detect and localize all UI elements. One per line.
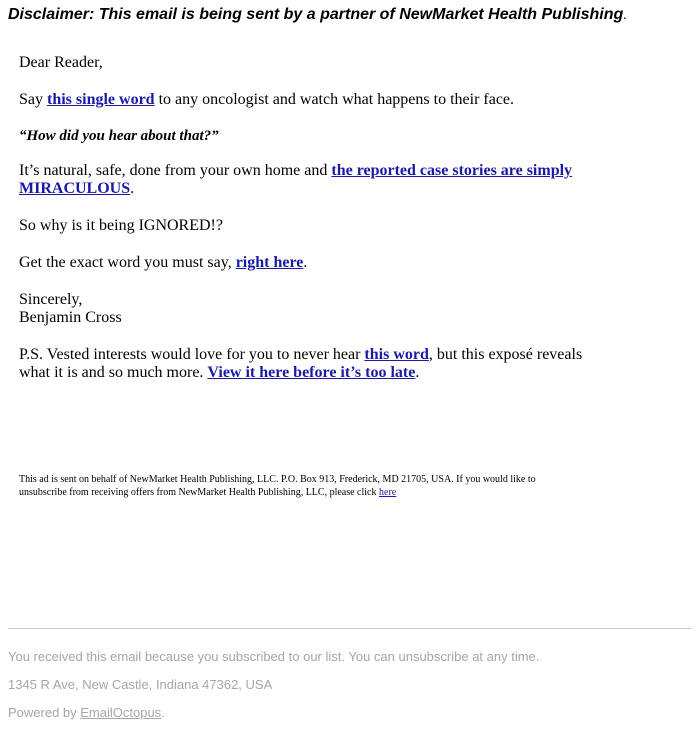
- signature: Benjamin Cross: [19, 309, 122, 326]
- p2-text-after: .: [130, 180, 135, 197]
- paragraph-natural-line1: [19, 162, 572, 180]
- paragraph-exact-word: [19, 254, 307, 272]
- quote: “How did you hear about that?”: [19, 128, 219, 144]
- footer-powered-by: [8, 705, 165, 720]
- paragraph-ignored: So why is it being IGNORED!?: [19, 217, 223, 234]
- unsubscribe-here-link[interactable]: here: [379, 487, 397, 498]
- footer-divider: [8, 628, 692, 629]
- disclaimer-heading: [8, 6, 628, 24]
- ad-notice-line2: [19, 486, 536, 499]
- single-word-link[interactable]: this single word: [47, 91, 155, 108]
- this-word-link[interactable]: this word: [364, 346, 429, 363]
- emailoctopus-link[interactable]: EmailOctopus: [80, 705, 162, 720]
- p4-text-before: Get the exact word you must say,: [19, 254, 236, 271]
- ad-notice-line1: This ad is sent on behalf of NewMarket Health Publishing, LLC. P.O. Box 913, Frederick, MD 21705, USA. If you would like to: [19, 474, 536, 485]
- ps2-text-before: what it is and so much more.: [19, 364, 208, 381]
- ps2-text-after: .: [415, 364, 420, 381]
- p4-text-after: .: [303, 254, 308, 271]
- p1-text-after: to any oncologist and watch what happens to their face.: [154, 91, 515, 108]
- ps-text-after: , but this exposé reveals: [428, 346, 583, 363]
- p2-text-before: It’s natural, safe, done from your own home and: [19, 162, 332, 179]
- case-stories-link-line2[interactable]: MIRACULOUS: [19, 180, 131, 197]
- ps-line2: [19, 364, 419, 382]
- paragraph-single-word: [19, 91, 514, 109]
- paragraph-natural-line2: [19, 180, 134, 198]
- disclaimer-period: .: [623, 6, 628, 23]
- footer-address: 1345 R Ave, New Castle, Indiana 47362, USA: [8, 677, 273, 692]
- greeting: Dear Reader,: [19, 54, 103, 71]
- closing: Sincerely,: [19, 291, 83, 308]
- ps-text-before: P.S. Vested interests would love for you to never hear: [19, 346, 365, 363]
- view-it-here-link[interactable]: View it here before it’s too late: [207, 364, 416, 381]
- powered-by-prefix: Powered by: [8, 705, 81, 720]
- case-stories-link-line1[interactable]: the reported case stories are simply: [331, 162, 573, 179]
- p1-text-before: Say: [19, 91, 47, 108]
- disclaimer-text: Disclaimer: This email is being sent by a partner of NewMarket Health Publishing: [8, 6, 624, 23]
- footer-subscribed-text: You received this email because you subscribed to our list. You can unsubscribe at any time.: [8, 649, 540, 664]
- ad-notice: [19, 473, 536, 499]
- ad-notice-line2-text: unsubscribe from receiving offers from NewMarket Health Publishing, LLC, please click: [19, 487, 379, 498]
- powered-by-suffix: .: [161, 705, 165, 720]
- right-here-link[interactable]: right here: [235, 254, 304, 271]
- ps-line1: [19, 346, 582, 364]
